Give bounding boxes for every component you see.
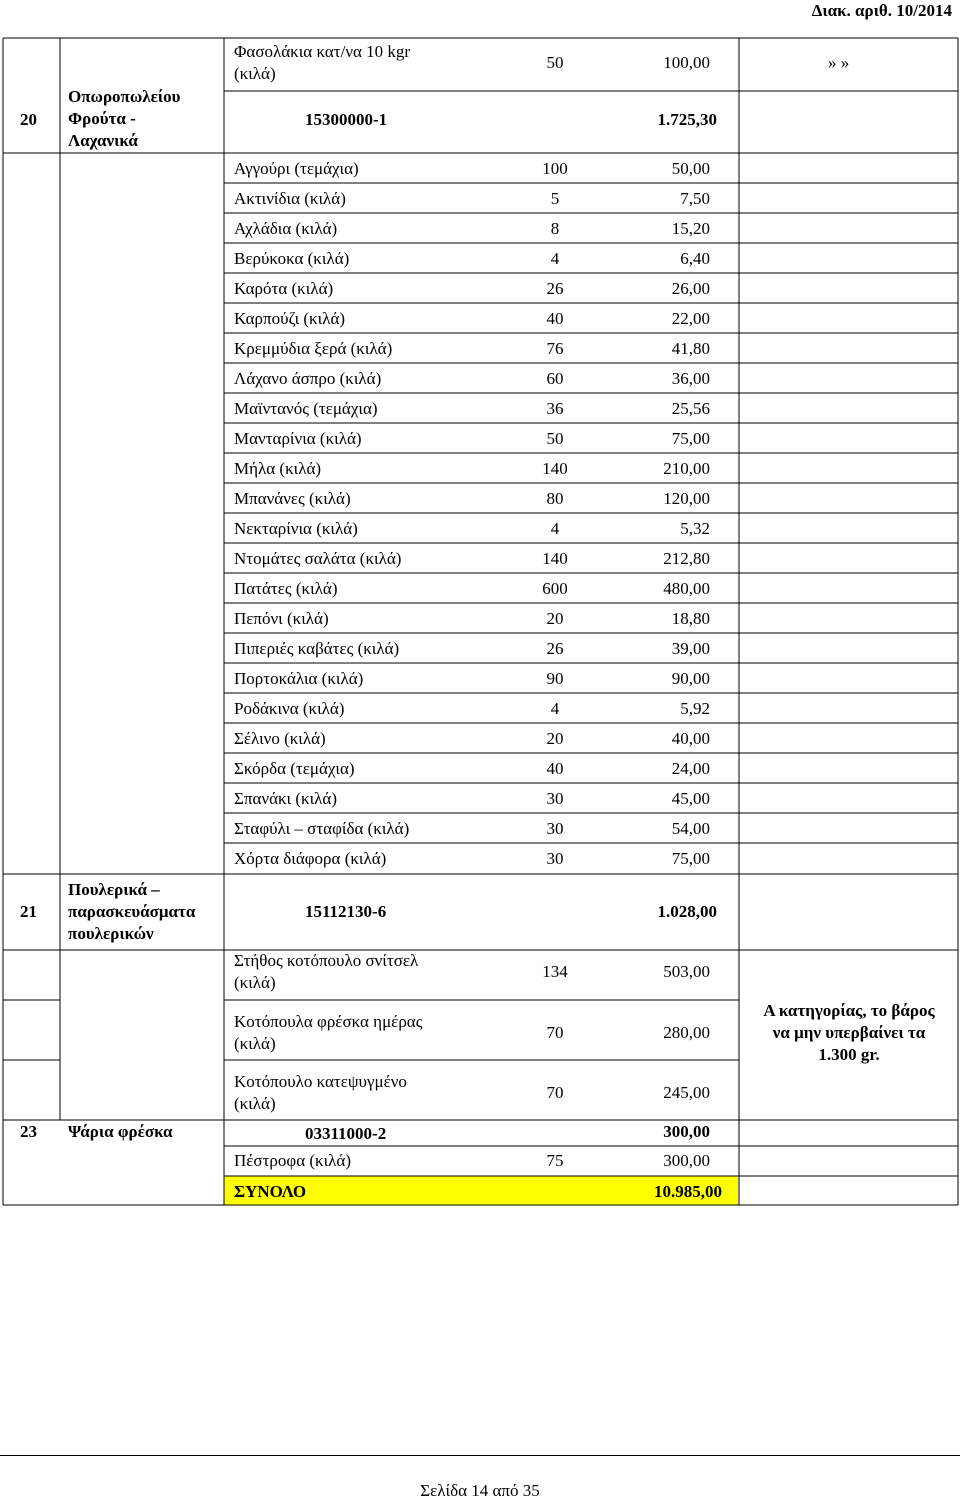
item-qty: 80 — [546, 489, 564, 508]
item-price: 50,00 — [671, 159, 710, 178]
item-name: Μπανάνες (κιλά) — [234, 489, 351, 508]
item-name: Κρεμμύδια ξερά (κιλά) — [234, 339, 393, 358]
item-price: 75,00 — [671, 849, 710, 868]
item-qty: 4 — [550, 699, 560, 718]
item-qty: 50 — [546, 429, 564, 448]
item-price: 54,00 — [671, 819, 710, 838]
item-price: 18,80 — [671, 609, 710, 628]
item-name: Πιπεριές καβάτες (κιλά) — [234, 639, 400, 658]
item-price: 22,00 — [671, 309, 710, 328]
item-qty: 76 — [546, 339, 564, 358]
item-name: Κοτόπουλα φρέσκα ημέρας — [234, 1012, 423, 1031]
item-qty: 26 — [546, 639, 564, 658]
decision-number: Διακ. αριθ. 10/2014 — [811, 1, 952, 20]
item-name: Βερύκοκα (κιλά) — [234, 249, 350, 268]
item-qty: 4 — [550, 249, 560, 268]
item-name: Χόρτα διάφορα (κιλά) — [234, 849, 387, 868]
footer-divider — [0, 1455, 960, 1456]
item-price: 75,00 — [671, 429, 710, 448]
item-price: 5,32 — [680, 519, 710, 538]
item-name: Νεκταρίνια (κιλά) — [234, 519, 358, 538]
item-name-unit: (κιλά) — [234, 1094, 276, 1113]
item-name: Λάχανο άσπρο (κιλά) — [234, 369, 382, 388]
item-qty: 100 — [542, 159, 568, 178]
grand-total-label: ΣΥΝΟΛΟ — [234, 1182, 307, 1201]
item-price: 39,00 — [671, 639, 710, 658]
item-price: 41,80 — [671, 339, 710, 358]
item-qty: 90 — [546, 669, 564, 688]
page-number: Σελίδα 14 από 35 — [420, 1481, 540, 1500]
item-price: 90,00 — [671, 669, 710, 688]
item-qty: 600 — [542, 579, 568, 598]
item-qty: 40 — [546, 759, 564, 778]
item-qty: 50 — [546, 53, 564, 72]
item-name: Ροδάκινα (κιλά) — [234, 699, 345, 718]
item-price: 300,00 — [663, 1151, 710, 1170]
item-name: Μαϊντανός (τεμάχια) — [234, 399, 378, 418]
group-title-line: Οπωροπωλείου — [68, 87, 181, 106]
item-name-unit: (κιλά) — [234, 64, 276, 83]
item-name: Ακτινίδια (κιλά) — [234, 189, 346, 208]
item-qty: 140 — [542, 459, 568, 478]
item-price: 210,00 — [663, 459, 710, 478]
item-name: Κοτόπουλο κατεψυγμένο — [234, 1072, 407, 1091]
item-price: 100,00 — [663, 53, 710, 72]
item-qty: 60 — [546, 369, 564, 388]
item-name: Καρότα (κιλά) — [234, 279, 334, 298]
item-qty: 4 — [550, 519, 560, 538]
item-note: » » — [828, 53, 850, 72]
item-price: 7,50 — [680, 189, 710, 208]
cpv-code: 15300000-1 — [305, 110, 388, 129]
item-name: Σταφύλι – σταφίδα (κιλά) — [234, 819, 410, 838]
item-price: 15,20 — [671, 219, 710, 238]
item-qty: 30 — [546, 849, 564, 868]
group-title-line: παρασκευάσματα — [68, 902, 196, 921]
grand-total-value: 10.985,00 — [654, 1182, 722, 1201]
item-qty: 134 — [542, 962, 568, 981]
item-price: 503,00 — [663, 962, 710, 981]
item-name: Πέστροφα (κιλά) — [234, 1151, 351, 1170]
item-qty: 20 — [546, 609, 564, 628]
item-name: Φασολάκια κατ/να 10 kgr — [234, 42, 411, 61]
item-qty: 20 — [546, 729, 564, 748]
group-title-line: πουλερικών — [68, 924, 154, 943]
item-price: 24,00 — [671, 759, 710, 778]
item-price: 480,00 — [663, 579, 710, 598]
item-price: 5,92 — [680, 699, 710, 718]
item-name: Σκόρδα (τεμάχια) — [234, 759, 355, 778]
cpv-code: 03311000-2 — [305, 1124, 387, 1143]
item-price: 245,00 — [663, 1083, 710, 1102]
item-name: Μανταρίνια (κιλά) — [234, 429, 362, 448]
item-price: 40,00 — [671, 729, 710, 748]
group-number: 20 — [20, 110, 37, 129]
item-qty: 8 — [550, 219, 560, 238]
item-price: 212,80 — [663, 549, 710, 568]
cpv-code: 15112130-6 — [305, 902, 387, 921]
item-qty: 26 — [546, 279, 564, 298]
item-name: Καρπούζι (κιλά) — [234, 309, 346, 328]
item-qty: 36 — [546, 399, 564, 418]
item-name: Αχλάδια (κιλά) — [234, 219, 338, 238]
item-qty: 30 — [546, 789, 564, 808]
item-qty: 70 — [546, 1023, 564, 1042]
item-price: 6,40 — [680, 249, 710, 268]
item-name: Πεπόνι (κιλά) — [234, 609, 329, 628]
item-qty: 75 — [546, 1151, 564, 1170]
item-qty: 70 — [546, 1083, 564, 1102]
item-name-unit: (κιλά) — [234, 1034, 276, 1053]
poultry-note-line: να μην υπερβαίνει τα — [772, 1023, 926, 1042]
item-qty: 30 — [546, 819, 564, 838]
group-title-line: Φρούτα - — [68, 109, 136, 128]
item-name: Στήθος κοτόπουλο σνίτσελ — [234, 951, 419, 970]
item-price: 280,00 — [663, 1023, 710, 1042]
cpv-total: 1.028,00 — [657, 902, 717, 921]
item-name: Αγγούρι (τεμάχια) — [234, 159, 359, 178]
item-price: 25,56 — [671, 399, 710, 418]
item-name: Πατάτες (κιλά) — [234, 579, 338, 598]
item-price: 120,00 — [663, 489, 710, 508]
group-number: 23 — [20, 1122, 37, 1141]
group-title-line: Ψάρια φρέσκα — [68, 1122, 173, 1141]
item-name: Σπανάκι (κιλά) — [234, 789, 337, 808]
poultry-note-line: 1.300 gr. — [818, 1045, 880, 1064]
item-name: Πορτοκάλια (κιλά) — [234, 669, 364, 688]
cpv-total: 300,00 — [663, 1122, 710, 1141]
item-price: 45,00 — [671, 789, 710, 808]
item-name: Μήλα (κιλά) — [234, 459, 322, 478]
cpv-total: 1.725,30 — [657, 110, 717, 129]
item-qty: 140 — [542, 549, 568, 568]
group-title-line: Πουλερικά – — [68, 880, 160, 899]
poultry-note-line: Α κατηγορίας, το βάρος — [763, 1001, 935, 1020]
group-title-line: Λαχανικά — [68, 131, 138, 150]
item-price: 36,00 — [671, 369, 710, 388]
item-price: 26,00 — [671, 279, 710, 298]
item-name-unit: (κιλά) — [234, 973, 276, 992]
item-qty: 5 — [550, 189, 560, 208]
item-qty: 40 — [546, 309, 564, 328]
item-name: Σέλινο (κιλά) — [234, 729, 326, 748]
item-name: Ντομάτες σαλάτα (κιλά) — [234, 549, 402, 568]
group-number: 21 — [20, 902, 37, 921]
